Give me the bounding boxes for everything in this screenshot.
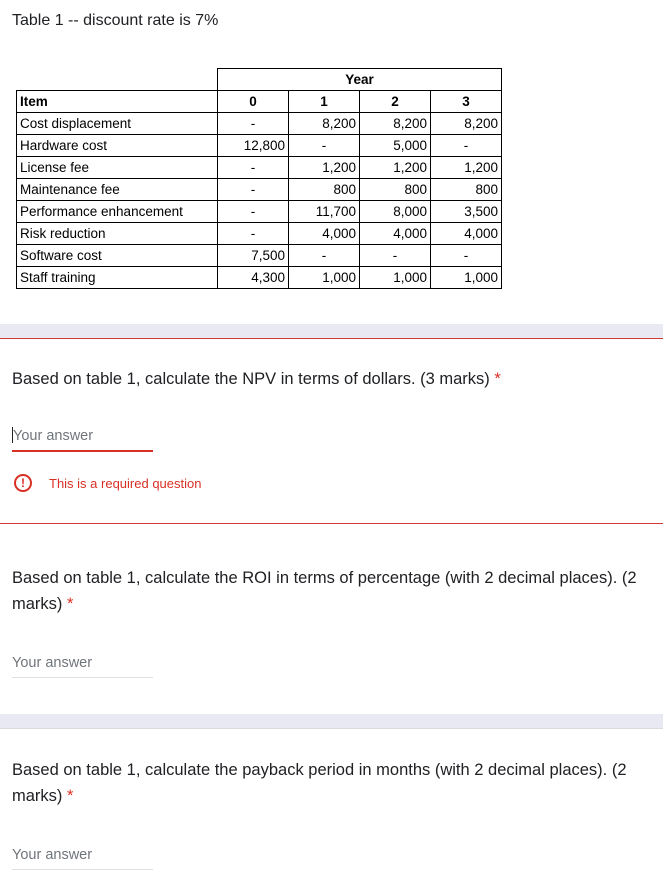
year-header: Year <box>218 69 502 91</box>
table-cell: 8,200 <box>360 113 431 135</box>
year-header-row <box>17 69 502 91</box>
table-cell: 1,200 <box>360 157 431 179</box>
table-cell: 800 <box>360 179 431 201</box>
table-cell: 4,000 <box>289 223 360 245</box>
question-npv <box>0 339 663 523</box>
table-cell: 11,700 <box>289 201 360 223</box>
question-roi <box>0 524 663 714</box>
table-cell: 4,300 <box>218 267 289 289</box>
table-cell: 1,000 <box>431 267 502 289</box>
row-label: Cost displacement <box>17 113 218 135</box>
table-cell: 800 <box>289 179 360 201</box>
table-row <box>17 113 502 135</box>
table-cell: - <box>218 201 289 223</box>
table-cell: 8,200 <box>431 113 502 135</box>
row-label: Maintenance fee <box>17 179 218 201</box>
table-title: Table 1 -- discount rate is 7% <box>12 12 219 29</box>
table-cell: - <box>218 113 289 135</box>
table-row <box>17 267 502 289</box>
row-label: Staff training <box>17 267 218 289</box>
table-cell: 4,000 <box>431 223 502 245</box>
roi-answer-input[interactable]: Your answer <box>12 655 153 678</box>
table-cell: 8,200 <box>289 113 360 135</box>
col-header-3: 3 <box>431 91 502 113</box>
question-text: Based on table 1, calculate the payback period in months (with 2 decimal places). (2 marks) * <box>12 761 627 805</box>
table-cell: 5,000 <box>360 135 431 157</box>
table-cell: - <box>218 223 289 245</box>
section-divider <box>0 714 663 728</box>
table-cell: - <box>218 179 289 201</box>
table-cell: 1,200 <box>431 157 502 179</box>
col-header-2: 2 <box>360 91 431 113</box>
table-row <box>17 245 502 267</box>
table-row <box>17 179 502 201</box>
table-cell: 7,500 <box>218 245 289 267</box>
col-header-item: Item <box>17 91 218 113</box>
table-cell: - <box>289 135 360 157</box>
table-cell: 8,000 <box>360 201 431 223</box>
required-asterisk: * <box>494 370 501 388</box>
question-payback <box>0 729 663 893</box>
table-cell: 3,500 <box>431 201 502 223</box>
question-text: Based on table 1, calculate the NPV in terms of dollars. (3 marks) * <box>12 370 501 388</box>
payback-answer-input[interactable]: Your answer <box>12 847 153 870</box>
required-asterisk: * <box>67 787 74 805</box>
table-cell: 1,000 <box>360 267 431 289</box>
table-cell: 800 <box>431 179 502 201</box>
table-cell: - <box>431 135 502 157</box>
col-header-1: 1 <box>289 91 360 113</box>
error-message: ! This is a required question <box>14 474 201 492</box>
row-label: Risk reduction <box>17 223 218 245</box>
question-text: Based on table 1, calculate the ROI in terms of percentage (with 2 decimal places). (2 marks) * <box>12 569 637 613</box>
table-cell: 1,000 <box>289 267 360 289</box>
row-label: Performance enhancement <box>17 201 218 223</box>
col-header-0: 0 <box>218 91 289 113</box>
table-row <box>17 135 502 157</box>
table-cell: 12,800 <box>218 135 289 157</box>
table-row <box>17 157 502 179</box>
table-cell: - <box>289 245 360 267</box>
error-circle-icon: ! <box>14 474 32 492</box>
row-label: Software cost <box>17 245 218 267</box>
column-header-row <box>17 91 502 113</box>
table-cell: 1,200 <box>289 157 360 179</box>
table-cell: 4,000 <box>360 223 431 245</box>
table-section <box>0 0 663 324</box>
npv-answer-input[interactable]: Your answer <box>12 427 153 452</box>
table-row <box>17 201 502 223</box>
table-cell: - <box>218 157 289 179</box>
table-body <box>17 113 502 289</box>
section-divider <box>0 324 663 338</box>
table-cell: - <box>431 245 502 267</box>
table-cell: - <box>360 245 431 267</box>
required-asterisk: * <box>67 595 74 613</box>
table-row <box>17 223 502 245</box>
row-label: License fee <box>17 157 218 179</box>
data-table <box>16 68 502 289</box>
row-label: Hardware cost <box>17 135 218 157</box>
